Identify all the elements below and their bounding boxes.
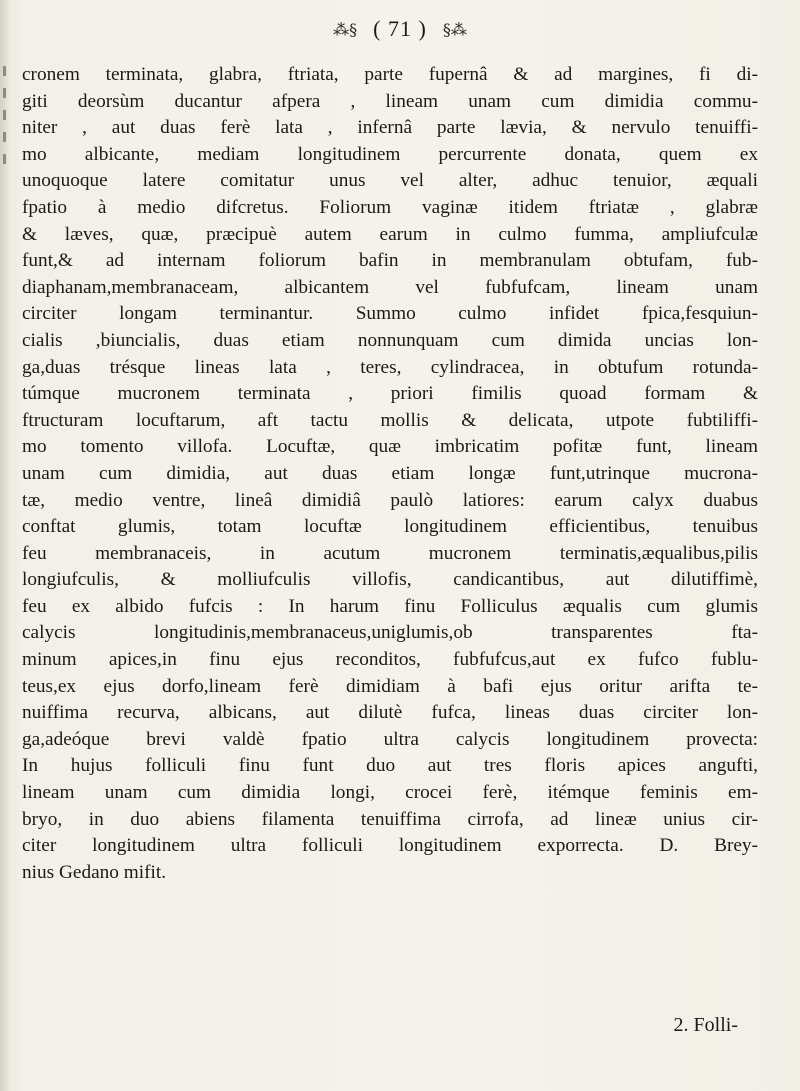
- text-line: feu membranaceis, in acutum mucronem terminatis,æqualibus,pilis: [22, 542, 758, 564]
- text-line: ftructuram locuftarum, aft tactu mollis & delicata, utpote fubtiliffi-: [22, 409, 758, 431]
- text-line: tæ, medio ventre, lineâ dimidiâ paulò latiores: earum calyx duabus: [22, 489, 758, 511]
- margin-mark: [3, 110, 6, 120]
- page-header: [0, 16, 800, 42]
- body-text: [22, 62, 758, 886]
- text-line: mo albicante, mediam longitudinem percurrente donata, quem ex: [22, 143, 758, 165]
- text-line: giti deorsùm ducantur afpera , lineam unam cum dimidia commu-: [22, 90, 758, 112]
- margin-mark: [3, 88, 6, 98]
- text-line: feu ex albido fufcis : In harum finu Folliculus æqualis cum glumis: [22, 595, 758, 617]
- text-line: ga,duas trésque lineas lata , teres, cylindracea, in obtufum rotunda-: [22, 356, 758, 378]
- text-line: cialis ,biuncialis, duas etiam nonnunquam cum dimida uncias lon-: [22, 329, 758, 351]
- margin-mark: [3, 66, 6, 76]
- text-line: & læves, quæ, præcipuè autem earum in culmo fumma, ampliufculæ: [22, 223, 758, 245]
- text-line: unoquoque latere comitatur unus vel alter, adhuc tenuior, æquali: [22, 170, 758, 192]
- text-line: circiter longam terminantur. Summo culmo infidet fpica,fesquiun-: [22, 303, 758, 325]
- text-line: longiufculis, & molliufculis villofis, candicantibus, aut dilutiffimè,: [22, 569, 758, 591]
- text-line: niter , aut duas ferè lata , infernâ parte lævia, & nervulo tenuiffi-: [22, 117, 758, 139]
- text-line: diaphanam,membranaceam, albicantem vel fubfufcam, lineam unam: [22, 276, 758, 298]
- text-line: ga,adeóque brevi valdè fpatio ultra calycis longitudinem provecta:: [22, 728, 758, 750]
- text-line: citer longitudinem ultra folliculi longitudinem exporrecta. D. Brey-: [22, 835, 758, 857]
- margin-mark: [3, 154, 6, 164]
- text-line: bryo, in duo abiens filamenta tenuiffima cirrofa, ad lineæ unius cir-: [22, 808, 758, 830]
- text-line: cronem terminata, glabra, ftriata, parte fupernâ & ad margines, fi di-: [22, 64, 758, 85]
- page-number: ( 71 ): [373, 16, 427, 41]
- right-ornament: §⁂: [442, 19, 467, 39]
- text-line: funt,& ad internam foliorum bafin in membranulam obtufam, fub-: [22, 250, 758, 272]
- text-line: mo tomento villofa. Locuftæ, quæ imbricatim pofitæ funt, lineam: [22, 436, 758, 458]
- text-line: In hujus folliculi finu funt duo aut tres floris apices angufti,: [22, 755, 758, 777]
- text-line: unam cum dimidia, aut duas etiam longæ funt,utrinque mucrona-: [22, 462, 758, 484]
- text-line: calycis longitudinis,membranaceus,uniglumis,ob transparentes fta-: [22, 622, 758, 644]
- text-line: teus,ex ejus dorfo,lineam ferè dimidiam à bafi ejus oritur arifta te-: [22, 675, 758, 697]
- text-line: minum apices,in finu ejus reconditos, fubfufcus,aut ex fufco fublu-: [22, 649, 758, 671]
- text-line: fpatio à medio difcretus. Foliorum vaginæ itidem ftriatæ , glabræ: [22, 196, 758, 218]
- margin-marks: [0, 60, 10, 290]
- text-line: túmque mucronem terminata , priori fimilis quoad formam &: [22, 383, 758, 405]
- margin-mark: [3, 132, 6, 142]
- text-line: lineam unam cum dimidia longi, crocei ferè, itémque feminis em-: [22, 782, 758, 804]
- text-line: conftat glumis, totam locuftæ longitudinem efficientibus, tenuibus: [22, 516, 758, 538]
- catchword: 2. Folli-: [673, 1014, 738, 1036]
- left-ornament: ⁂§: [333, 19, 358, 39]
- text-line: nuiffima recurva, albicans, aut dilutè fufca, lineas duas circiter lon-: [22, 702, 758, 724]
- text-line: nius Gedano mifit.: [22, 861, 167, 883]
